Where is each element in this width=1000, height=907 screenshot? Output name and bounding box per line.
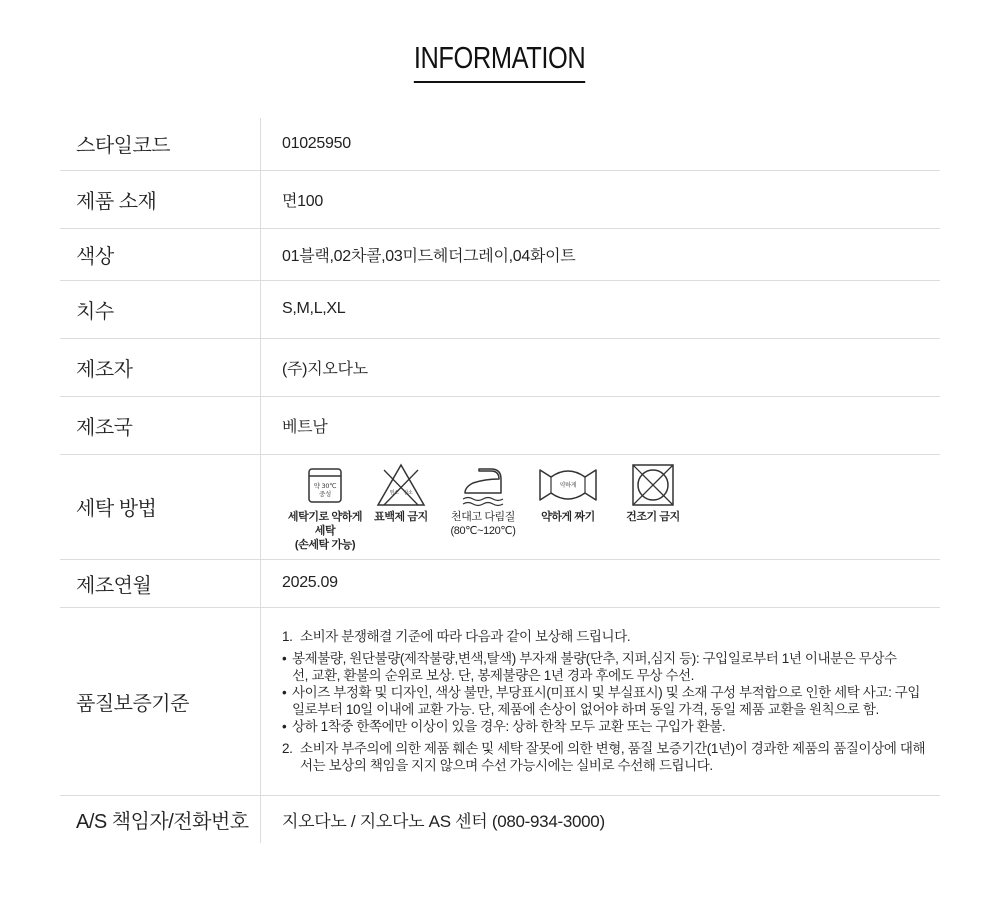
row-maker [60, 338, 940, 396]
care-no-bleach-label: 표백제 금지 [374, 510, 428, 523]
row-as [60, 795, 940, 843]
date-value: 2025.09 [261, 559, 941, 607]
care-iron [440, 462, 526, 538]
care-machine-wash-label: 세탁기로 약하게 세탁 (손세탁 가능) [287, 510, 363, 551]
bleach-chlorine-text: 염소 [389, 489, 399, 496]
maker-label: 제조자 [60, 338, 261, 396]
quality-item-1-num: 1. [282, 629, 293, 644]
product-info-table [60, 118, 940, 843]
color-label: 색상 [60, 228, 261, 280]
country-label: 제조국 [60, 396, 261, 454]
quality-bullet-text: 사이즈 부정확 및 디자인, 색상 불만, 부당표시(미표시 및 부실표시) 및 소재 구성 부적합으로 인한 세탁 사고: 구입일로부터 10일 이내에 교환 가능. 단, 제품에 손상이 없어야 하며 동일 가격, 동일 제품 교환을 원칙으로 함. [292, 685, 921, 717]
quality-text [282, 628, 930, 774]
quality-item-2 [282, 740, 930, 774]
quality-item-1-text: 소비자 분쟁해결 기준에 따라 다음과 같이 보상해 드립니다. [300, 629, 631, 644]
wring-gentle-text: 약하게 [559, 481, 577, 489]
bullet-mark: • [282, 685, 287, 700]
bullet-mark: • [282, 719, 287, 734]
row-date [60, 559, 940, 607]
quality-bullet [282, 650, 930, 684]
page-title: INFORMATION [414, 38, 586, 83]
care-no-dryer-label: 건조기 금지 [626, 510, 680, 523]
size-label: 치수 [60, 280, 261, 338]
style-code-label: 스타일코드 [60, 118, 261, 170]
machine-wash-30-icon [305, 462, 345, 508]
row-style-code [60, 118, 940, 170]
row-color [60, 228, 940, 280]
quality-bullet [282, 718, 930, 735]
quality-bullet [282, 684, 930, 718]
care-symbols [282, 462, 940, 552]
care-wring-label: 약하게 짜기 [541, 510, 595, 523]
bleach-oxygen-text: 산소 [403, 489, 413, 496]
care-machine-wash [282, 462, 368, 552]
care-no-bleach [366, 462, 436, 524]
row-size [60, 280, 940, 338]
quality-value [261, 607, 941, 795]
row-wash [60, 454, 940, 559]
as-value: 지오다노 / 지오다노 AS 센터 (080-934-3000) [282, 811, 605, 831]
care-iron-label: 천대고 다림질 (80℃~120℃) [450, 510, 516, 537]
wash-neutral-text: 중성 [319, 489, 331, 498]
quality-item-1 [282, 628, 930, 645]
wash-temp-text: 약 30℃ [313, 481, 337, 490]
no-bleach-icon [375, 462, 427, 508]
wash-value [261, 454, 941, 559]
iron-cloth-icon [455, 462, 511, 508]
no-tumble-dry-icon [630, 462, 676, 508]
quality-label: 품질보증기준 [60, 607, 261, 795]
size-value: S,M,L,XL [261, 280, 941, 338]
material-value: 면100 [261, 170, 941, 228]
maker-value: (주)지오다노 [261, 338, 941, 396]
bullet-mark: • [282, 651, 287, 666]
row-quality [60, 607, 940, 795]
quality-bullet-text: 봉제불량, 원단불량(제작불량,변색,탈색) 부자재 불량(단추, 지퍼,심지 등): 구입일로부터 1년 이내분은 무상수선, 교환, 환불의 순위로 보상. 단, 봉제불량은 1년 경과 후에도 무상 수선. [292, 651, 897, 683]
style-code-value: 01025950 [261, 118, 941, 170]
color-value: 01블랙,02차콜,03미드헤더그레이,04화이트 [261, 228, 941, 280]
row-country [60, 396, 940, 454]
wash-label: 세탁 방법 [60, 454, 261, 559]
row-material [60, 170, 940, 228]
quality-item-2-text: 소비자 부주의에 의한 제품 훼손 및 세탁 잘못에 의한 변형, 품질 보증기간(1년)이 경과한 제품의 품질이상에 대해서는 보상의 책임을 지지 않으며 수선 가능시에는 실비로 수선해 드립니다. [300, 741, 926, 773]
date-label: 제조연월 [60, 559, 261, 607]
gentle-wring-icon [537, 462, 599, 508]
care-wring [526, 462, 610, 524]
quality-bullet-text: 상하 1착중 한쪽에만 이상이 있을 경우: 상하 한착 모두 교환 또는 구입가 환불. [292, 719, 726, 734]
as-label: A/S 책임자/전화번호 [60, 795, 261, 843]
material-label: 제품 소재 [60, 170, 261, 228]
quality-item-2-num: 2. [282, 741, 293, 756]
country-value: 베트남 [261, 396, 941, 454]
care-no-dryer [610, 462, 696, 524]
